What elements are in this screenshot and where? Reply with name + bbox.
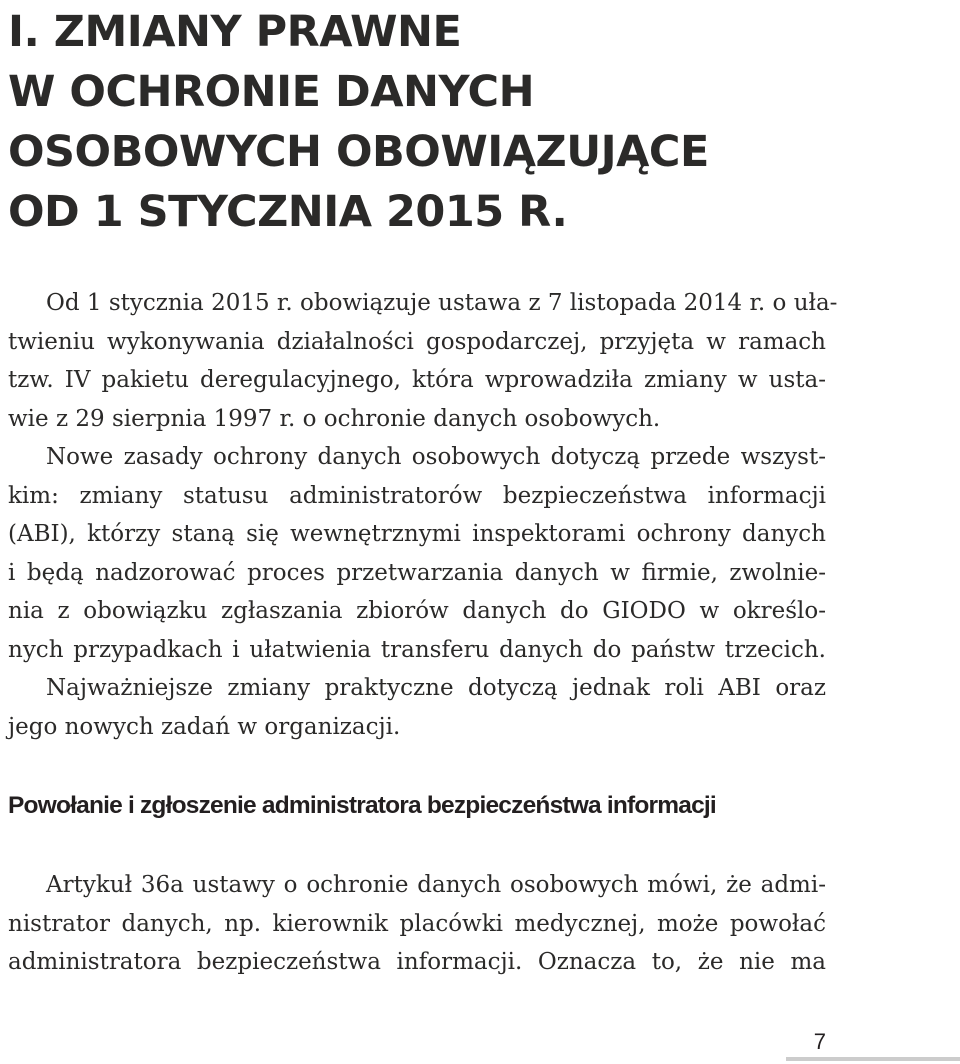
chapter-title-line: W OCHRONIE DANYCH [8, 67, 535, 117]
chapter-title-line: OD 1 STYCZNIA 2015 R. [8, 187, 568, 237]
text-line: (ABI), którzy staną się wewnętrznymi inspektorami ochrony danych [8, 521, 826, 547]
chapter-title [8, 2, 948, 242]
text-line: Artykuł 36a ustawy o ochronie danych osobowych mówi, że admi- [46, 872, 826, 898]
chapter-title-line: I. ZMIANY PRAWNE [8, 7, 462, 57]
text-line: nistrator danych, np. kierownik placówki medycznej, może powołać [8, 910, 826, 937]
text-line: administratora bezpieczeństwa informacji. Oznacza to, że nie ma [8, 949, 826, 975]
text-line: i będą nadzorować proces przetwarzania danych w firmie, zwolnie- [8, 559, 826, 586]
article-paragraph [8, 866, 826, 982]
text-line: jego nowych zadań w organizacji. [8, 713, 401, 740]
intro-paragraph [8, 284, 838, 746]
page-number: 7 [813, 1029, 826, 1054]
section-heading: Powołanie i zgłoszenie administratora bezpieczeństwa informacji [8, 792, 716, 819]
text-line: Nowe zasady ochrony danych osobowych dotyczą przede wszyst- [46, 444, 826, 470]
text-line: kim: zmiany statusu administratorów bezpieczeństwa informacji [8, 482, 826, 509]
text-line: tzw. IV pakietu deregulacyjnego, która wprowadziła zmiany w usta- [8, 367, 826, 393]
text-line: nych przypadkach i ułatwienia transferu danych do państw trzecich. [8, 636, 826, 663]
page-number-rule [786, 1057, 960, 1061]
text-line: Najważniejsze zmiany praktyczne dotyczą jednak roli ABI oraz [46, 675, 826, 701]
text-line: wie z 29 sierpnia 1997 r. o ochronie danych osobowych. [8, 405, 661, 432]
text-line: Od 1 stycznia 2015 r. obowiązuje ustawa z 7 listopada 2014 r. o uła- [46, 290, 838, 316]
text-line: twieniu wykonywania działalności gospodarczej, przyjęta w ramach [8, 328, 826, 355]
text-line: nia z obowiązku zgłaszania zbiorów danych do GIODO w określo- [8, 598, 826, 624]
chapter-title-line: OSOBOWYCH OBOWIĄZUJĄCE [8, 127, 709, 177]
